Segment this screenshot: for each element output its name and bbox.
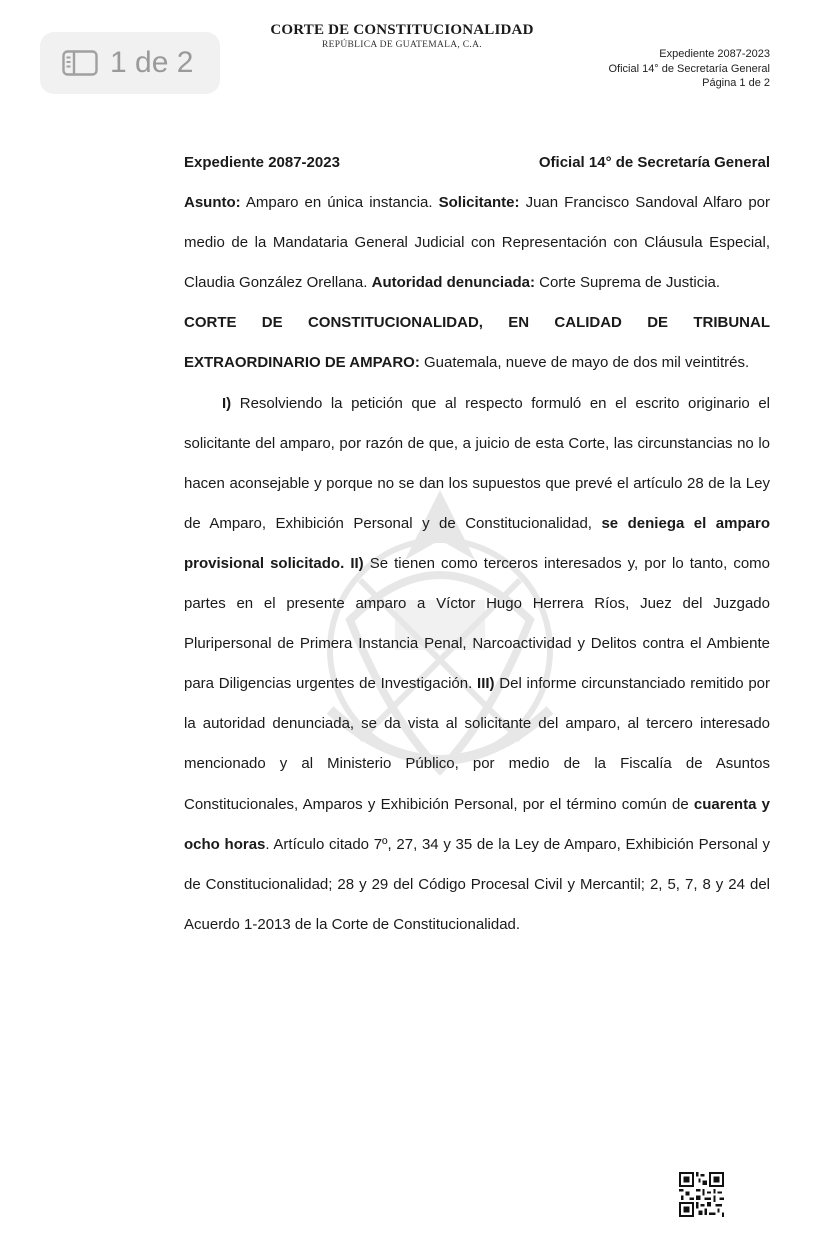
case-ref-expediente: Expediente 2087-2023 xyxy=(659,48,770,60)
asunto-paragraph xyxy=(184,183,770,303)
document-expediente: Expediente 2087-2023 xyxy=(184,154,340,171)
solicitante-label: Solicitante: xyxy=(438,194,520,212)
page-indicator-badge[interactable] xyxy=(40,32,220,94)
resolution-paragraph xyxy=(184,384,770,945)
qr-code-icon xyxy=(679,1172,724,1217)
point-two-number: II) xyxy=(344,554,364,572)
solicitante-text: Juan Francisco Sandoval Alfaro por medio de la Mandataria General Judicial con Representación con Cláusula Especial, Claudia González Orellana. xyxy=(184,194,770,292)
point-two-text: Se tienen como terceros interesados y, por lo tanto, como partes en el presente amparo a Víctor Hugo Herrera Ríos, Juez del Juzgado Pluripersonal de Primera Instancia Penal, Narcoactividad y Delitos contra el Ambiente para Diligencias urgentes de Investigación. xyxy=(184,554,770,693)
point-three-end: . Artículo citado 7º, 27, 34 y 35 de la Ley de Amparo, Exhibición Personal y de Constitucionalidad; 28 y 29 del Código Procesal Civil y Mercantil; 2, 5, 7, 8 y 24 del Acuerdo 1-2013 de la Corte de Constitucionalidad. xyxy=(184,835,770,933)
point-three-term: cuarenta y ocho horas xyxy=(184,795,770,853)
point-one-text: Resolviendo la petición que al respecto formuló en el escrito originario el solicitante del amparo, por razón de que, a juicio de esta Corte, las circunstancias no lo hacen aconsejable y porque no se dan los supuestos que prevé el artículo 28 de la Ley de Amparo, Exhibición Personal y de Constitucionalidad, xyxy=(184,394,770,532)
tribunal-paragraph xyxy=(184,303,770,383)
tribunal-text: Guatemala, nueve de mayo de dos mil veintitrés. xyxy=(419,354,750,372)
court-country: REPÚBLICA DE GUATEMALA, C.A. xyxy=(322,40,482,50)
point-three-text: Del informe circunstanciado remitido por la autoridad denunciada, se da vista al solicitante del amparo, al tercero interesado mencionado y al Ministerio Público, por medio de la Fiscalía de Asuntos Constitucionales, Amparos y Exhibición Personal, por el término común de xyxy=(184,675,770,813)
case-reference xyxy=(608,47,770,91)
asunto-label: Asunto: xyxy=(184,194,241,212)
case-ref-page: Página 1 de 2 xyxy=(702,77,770,89)
case-ref-oficial: Oficial 14° de Secretaría General xyxy=(608,62,770,75)
document-oficial: Oficial 14° de Secretaría General xyxy=(538,154,770,171)
point-one-number: I) xyxy=(222,394,232,412)
asunto-text: Amparo en única instancia. xyxy=(240,194,439,212)
page-indicator-label: 1 de 2 xyxy=(110,46,194,79)
document-body xyxy=(184,143,770,945)
autoridad-text: Corte Suprema de Justicia. xyxy=(534,274,721,292)
point-one-ruling: se deniega el amparo provisional solicitado. xyxy=(184,514,770,572)
point-three-number: III) xyxy=(477,675,495,693)
document-heading-row xyxy=(184,143,770,183)
sidebar-panel-icon xyxy=(62,50,98,76)
court-name: CORTE DE CONSTITUCIONALIDAD xyxy=(270,22,534,38)
tribunal-label: CORTE DE CONSTITUCIONALIDAD, EN CALIDAD DE TRIBUNAL EXTRAORDINARIO DE AMPARO: xyxy=(184,314,770,372)
autoridad-label: Autoridad denunciada: xyxy=(371,274,535,292)
court-letterhead xyxy=(262,22,542,50)
